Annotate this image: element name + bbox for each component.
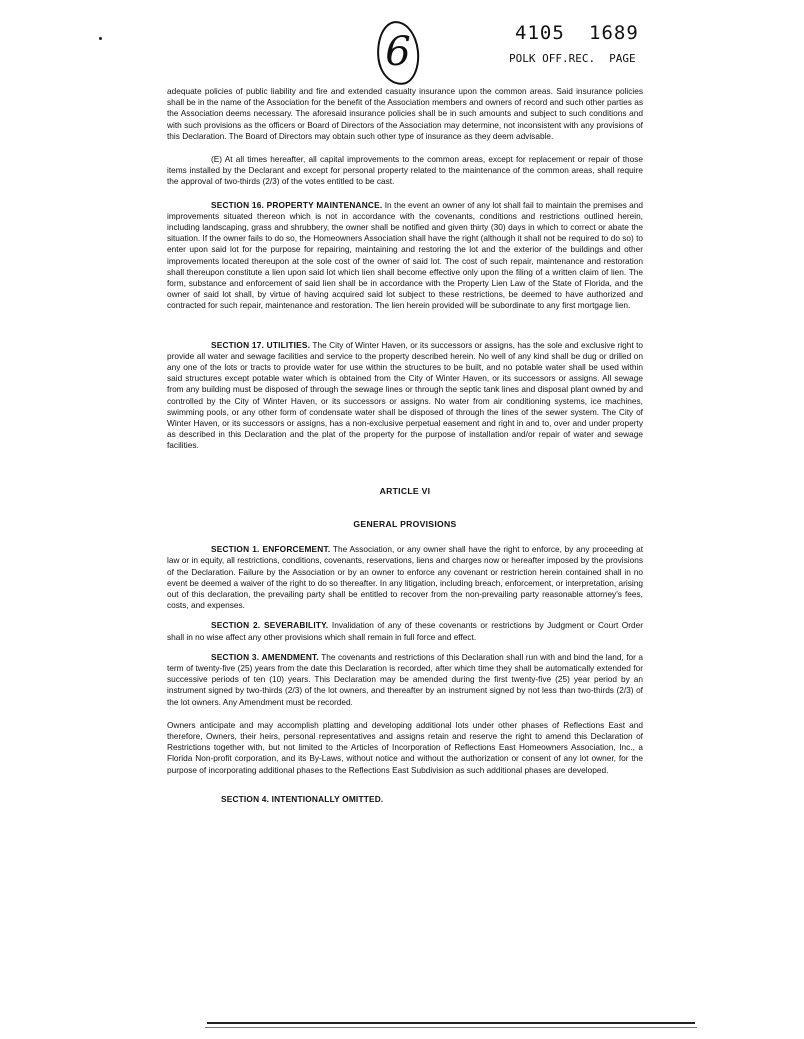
article-6-section-2-title: SECTION 2. SEVERABILITY. — [211, 620, 329, 631]
bottom-scan-line — [207, 1022, 695, 1024]
handwritten-page-number: 6 — [385, 29, 411, 75]
owners-paragraph: Owners anticipate and may accomplish platting and developing additional lots under other phases of Reflections East and therefore, Owners, their heirs, personal representatives and assigns retain and reserve the right to amend this Declaration of Restrictions together with, but not limited to the Articles of Incorporation of Reflections East Homeowners Association, Inc., a Florida Non-profit corporation, and its By-Laws, without notice and without the authorization or consent of any lot owner, for the purpose of incorporating additional phases to the Reflections East Subdivision as such additional phases are developed. — [167, 719, 643, 775]
article-6-section-2-text: Invalidation of any of these covenants or restrictions by Judgment or Court Order shall in no wise affect any other provisions which shall remain in full force and effect. — [167, 620, 643, 642]
section-16-title: SECTION 16. PROPERTY MAINTENANCE. — [211, 199, 383, 210]
section-17-paragraph — [167, 340, 643, 452]
article-6-section-1-title: SECTION 1. ENFORCEMENT. — [211, 544, 331, 555]
stamp-label-right: PAGE — [609, 52, 636, 65]
article-6-section-3-title: SECTION 3. AMENDMENT. — [211, 651, 319, 662]
paragraph-e: (E) At all times hereafter, all capital improvements to the common areas, except for replacement or repair of those items installed by the Declarant and except for personal property related to the maintenance of the common areas, shall require the approval of two-thirds (2/3) of the votes entitled to be cast. — [167, 154, 643, 187]
article-6-section-1-text: The Association, or any owner shall have the right to enforce, by any proceeding at law or in equity, all restrictions, conditions, covenants, reservations, liens and charges now or hereafter imposed by the provisions of the Declaration. Failure by the Association or by an owner to enforce any covenant or restriction herein contained shall in no event be deemed a waiver of the right to do so thereafter. In any litigation, including breach, enforcement, or interpretation, arising out of this declaration, the prevailing party shall be entitled to recover from the non-prevailing party reasonable attorney's fees, costs, and expenses. — [167, 544, 643, 611]
article-6-section-3-text: The covenants and restrictions of this Declaration shall run with and bind the land, for a term of twenty-five (25) years from the date this Declaration is recorded, after which time they shall be automatically extended for successive periods of ten (10) years. This Declaration may be amended during the first twenty-five (25) year period by an instrument signed by two-thirds (2/3) of the lot owners, and thereafter by an instrument signed by not less than two-thirds (2/3) of the lot owners. Any Amendment must be recorded. — [167, 651, 643, 707]
document-body — [167, 86, 643, 805]
section-16-text: In the event an owner of any lot shall fail to maintain the premises and improvements situated thereon which is not in accordance with the covenants, conditions and restrictions outlined herein, including landscaping, grass and shrubbery, the owner shall be notified and given thirty (30) days in which to correct or abate the situation. If the owner fails to do so, the Homeowners Association shall have the right (although it shall not be required to do so) to enter upon said lot for the purpose for repairing, maintaining and restoring the lot and the exterior of the buildings and other improvements located thereupon at the sole cost of the owner of said lot. The cost of such repair, maintenance and restoration shall thereupon constitute a lien upon said lot which lien shall become effective only upon the filing of a written claim of lien. The form, substance and enforcement of said lien shall be in accordance with the Property Lien Law of the State of Florida, and the owner of said lot shall, by virtue of having acquired said lot subject to these restrictions, be deemed to have authorized and contracted for such repair, maintenance and restoration. The lien herein provided will be subordinate to any first mortgage lien. — [167, 199, 643, 311]
section-16-paragraph — [167, 200, 643, 312]
insurance-paragraph: adequate policies of public liability and fire and extended casualty insurance upon the common areas. Said insurance policies shall be in the name of the Association for the benefit of the Association members and owners of record and such other parties as the Association deems necessary. The aforesaid insurance policies shall be in such amounts and subject to such conditions and with such provisions as the officers or Board of Directors of the Association may determine, not inconsistent with any provisions of this Declaration. The Board of Directors may obtain such other type of insurance as they deem advisable. — [167, 86, 643, 141]
section-17-text: The City of Winter Haven, or its successors or assigns, has the sole and exclusive right to provide all water and sewage facilities and service to the property described herein. No well of any kind shall be dug or drilled on any one of the lots or tracts to provide water for use within the structures to be built, and no potable water shall be used within said structures except potable water which is obtained from the City of Winter Haven, or its successors or assigns. All sewage from any building must be disposed of through the sewage lines or through the septic tank lines and disposal plant owned by and controlled by the City of Winter Haven, or its successors or assigns. No water from air conditioning systems, ice machines, swimming pools, or any other form of condensate water shall be disposed of through the lines of the sewer system. The City of Winter Haven, or its successors or assigns, has a non-exclusive perpetual easement and right in and to, over and under property as described in this Declaration and the plat of the property for the purpose of installation and/or repair of water and sewage facilities. — [167, 339, 643, 451]
article-6-section-2-paragraph — [167, 620, 643, 642]
stamp-label-left: POLK OFF.REC. — [509, 52, 596, 65]
article-6-section-1-paragraph — [167, 544, 643, 611]
stamp-book-number: 4105 — [515, 22, 565, 44]
stamp-label — [509, 52, 636, 65]
scan-speck — [99, 37, 102, 40]
section-17-title: SECTION 17. UTILITIES. — [211, 339, 311, 350]
bottom-scan-line-secondary — [205, 1027, 697, 1028]
article-6-section-4-title: SECTION 4. INTENTIONALLY OMITTED. — [221, 793, 384, 804]
article-6-section-3-paragraph — [167, 652, 643, 708]
article-6-section-4-paragraph — [167, 794, 643, 805]
article-subheading: GENERAL PROVISIONS — [353, 518, 457, 529]
article-heading: ARTICLE VI — [379, 485, 431, 496]
stamp-page-number: 1689 — [589, 22, 639, 44]
